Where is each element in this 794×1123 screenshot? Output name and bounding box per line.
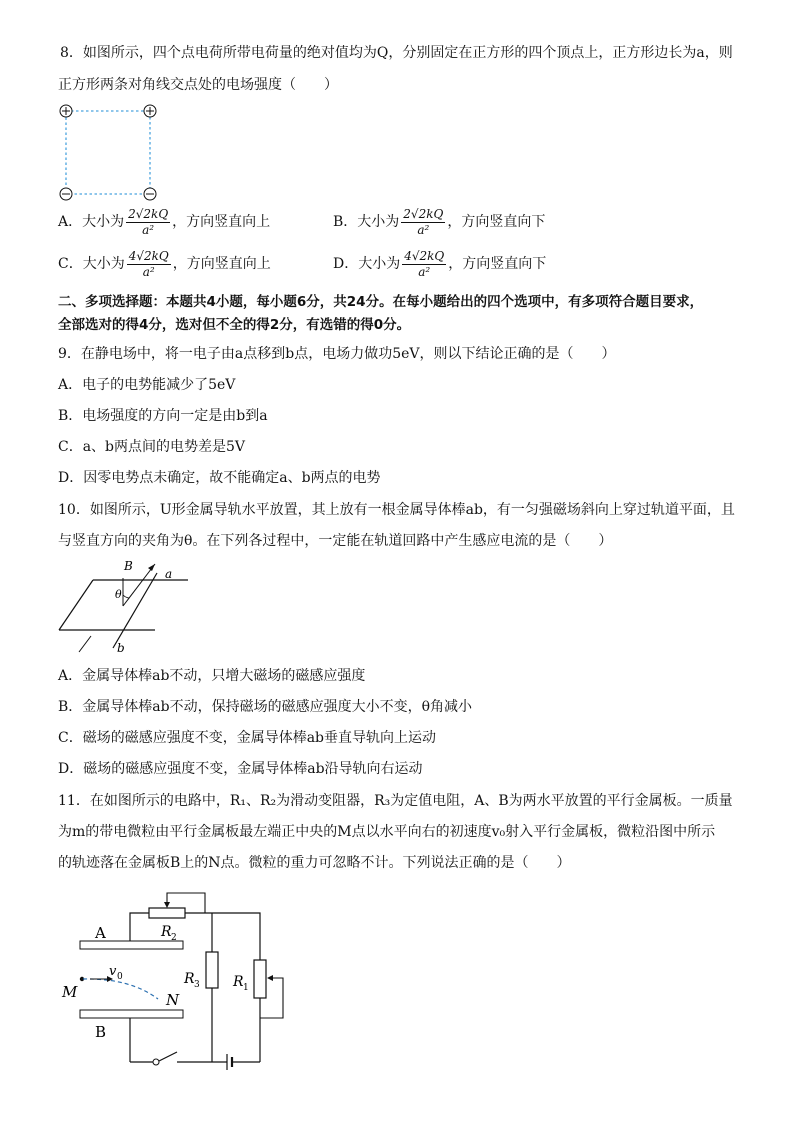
q11-label-R2: R [161, 924, 172, 940]
q8-c-numerator: 4√2kQ [128, 249, 169, 263]
q11-label-M: M [62, 983, 78, 1001]
q11-label-A: A [95, 924, 106, 942]
q11-label-B: B [95, 1023, 107, 1041]
q8-stem-line1: 8．如图所示，四个点电荷所带电荷量的绝对值均为Q，分别固定在正方形的四个顶点上，正方形边长为a，则 [60, 45, 733, 61]
q10-option-c: C．磁场的磁感应强度不变，金属导体棒ab垂直导轨向上运动 [58, 730, 437, 746]
q11-label-R3-sub: 3 [194, 980, 200, 990]
q10-label-theta: θ [115, 588, 122, 601]
q8-d-denominator: a² [418, 264, 431, 279]
q10-stem-line2: 与竖直方向的夹角为θ。在下列各过程中，一定能在轨道回路中产生感应电流的是（ ） [58, 533, 613, 549]
q11-stem-line2: 为m的带电微粒由平行金属板最左端正中央的M点以水平向右的初速度v₀射入平行金属板，微粒沿图中所示 [58, 824, 716, 840]
q8-b-denominator: a² [417, 222, 430, 237]
q11-label-R1-sub: 1 [243, 983, 249, 993]
q10-option-b: B．金属导体棒ab不动，保持磁场的磁感应强度大小不变，θ角减小 [58, 699, 473, 715]
q11-stem-line3: 的轨迹落在金属板B上的N点。微粒的重力可忽略不计。下列说法正确的是（ ） [58, 855, 571, 871]
q10-option-d: D．磁场的磁感应强度不变，金属导体棒ab沿导轨向右运动 [58, 761, 423, 777]
charge-top-left [60, 105, 72, 117]
q11-label-v0: v [109, 964, 117, 979]
q8-square-figure [56, 101, 166, 201]
q8-option-b: B．大小为 $\frac{2√2kQ}{\text{a²}}$ ，方向竖直向下 [333, 207, 546, 237]
section2-heading-line1: 二、多项选择题：本题共4小题，每小题6分，共24分。在每小题给出的四个选项中，有多项符合题目要求， [58, 294, 704, 310]
q10-rail-figure [55, 560, 195, 660]
q11-stem-line1: 11．在如图所示的电路中，R₁、R₂为滑动变阻器，R₃为定值电阻，A、B为两水平放置的平行金属板。一质量 [58, 793, 733, 809]
q11-label-R3: R [184, 971, 195, 987]
q8-option-a: A．大小为 $\frac{2√2kQ}{\text{a²}}$ ，方向竖直向上 [58, 207, 271, 237]
q8-b-numerator: 2√2kQ [403, 207, 444, 221]
q10-option-a: A．金属导体棒ab不动，只增大磁场的磁感应强度 [58, 668, 366, 684]
q10-label-b: b [117, 641, 125, 655]
q11-circuit-figure [55, 888, 295, 1078]
q10-label-a: a [165, 567, 173, 581]
charge-bottom-right [144, 188, 156, 200]
q9-option-c: C．a、b两点间的电势差是5V [58, 439, 246, 455]
q11-label-R2-sub: 2 [171, 933, 177, 943]
q8-a-numerator: 2√2kQ [128, 207, 169, 221]
q11-label-v0-sub: 0 [117, 972, 123, 982]
q8-d-numerator: 4√2kQ [404, 249, 445, 263]
charge-top-right [144, 105, 156, 117]
q8-stem-line2: 正方形两条对角线交点处的电场强度（ ） [58, 77, 338, 93]
charge-bottom-left [60, 188, 72, 200]
q10-stem-line1: 10．如图所示，U形金属导轨水平放置，其上放有一根金属导体棒ab，有一匀强磁场斜向上穿过轨道平面，且 [58, 502, 735, 518]
q8-option-c: C．大小为 $\frac{4√2kQ}{\text{a²}}$ ，方向竖直向上 [58, 249, 271, 279]
q8-option-d: D．大小为 $\frac{4√2kQ}{\text{a²}}$ ，方向竖直向下 [333, 249, 547, 279]
q9-stem: 9．在静电场中，将一电子由a点移到b点，电场力做功5eV，则以下结论正确的是（ ） [58, 346, 616, 362]
q9-option-a: A．电子的电势能减少了5eV [58, 377, 236, 393]
q9-option-d: D．因零电势点未确定，故不能确定a、b两点的电势 [58, 470, 381, 486]
q11-label-R1: R [233, 974, 244, 990]
q11-label-N: N [166, 991, 180, 1009]
q10-label-B: B [124, 559, 133, 573]
q8-c-denominator: a² [142, 264, 155, 279]
q9-option-b: B．电场强度的方向一定是由b到a [58, 408, 268, 424]
q8-a-denominator: a² [142, 222, 155, 237]
section2-heading-line2: 全部选对的得4分，选对但不全的得2分，有选错的得0分。 [58, 317, 411, 333]
